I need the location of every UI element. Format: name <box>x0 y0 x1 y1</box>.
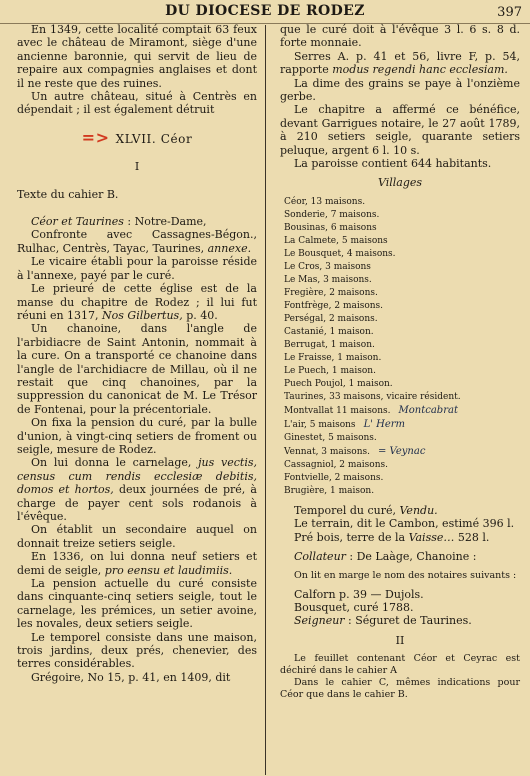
list-item: Le Cros, 3 maisons <box>284 261 371 272</box>
handwritten-annotation: L' Herm <box>363 418 406 430</box>
italic-text: Céor et Taurines <box>31 215 124 229</box>
running-title: DU DIOCESE DE RODEZ <box>165 3 365 19</box>
paragraph: Bousquet, curé 1788. <box>294 600 414 614</box>
paragraph: Le temporel consiste dans une maison, trois jardins, deux prés, chenevier, des terres considérables. <box>17 630 257 671</box>
paragraph: On lit en marge le nom des notaires suivants : <box>294 569 517 581</box>
right-column <box>280 23 520 701</box>
arrow-marker-icon: => <box>81 127 110 147</box>
list-item: Sonderie, 7 maisons. <box>284 209 380 220</box>
paragraph: Confronte avec Cassagnes-Bégon., Rulhac, Centrès, Tayac, Taurines, annexe. <box>17 228 257 255</box>
list-item: Bousinas, 6 maisons <box>284 222 377 233</box>
paragraph: Un chanoine, dans l'angle de l'arbidiacre de Saint Antonin, nommait à la cure. On a transporté ce chanoine dans l'angle de l'archidiacre de Millau, où il ne restait que cinq chanoines, par la suppression du canonicat de M. Le Trésor de Fontenai, pour la précentoriale. <box>17 322 257 416</box>
paragraph: Calforn p. 39 — Dujols. <box>294 587 424 601</box>
list-item: Berrugat, 1 maison. <box>284 339 375 350</box>
roman-numeral: I <box>134 160 140 174</box>
handwritten-annotation: = Veynac <box>377 445 426 457</box>
section-heading <box>17 127 257 147</box>
paragraph: On établit un secondaire auquel on donnait treize setiers seigle. <box>17 523 257 550</box>
page-header <box>0 3 530 24</box>
paragraph: La pension actuelle du curé consiste dans cinquante-cinq setiers seigle, tout le carnelage, les prémices, un setier avoine, les novales, deux setiers seigle. <box>17 577 257 631</box>
list-item: Puech Poujol, 1 maison. <box>284 378 393 389</box>
handwritten-annotation: Montcabrat <box>398 404 458 416</box>
paragraph: Le feuillet contenant Céor et Ceyrac est déchiré dans le cahier A <box>280 653 520 677</box>
paragraph: Grégoire, No 15, p. 41, en 1409, dit <box>31 670 231 684</box>
list-item: Castanié, 1 maison. <box>284 326 374 337</box>
list-item: L'air, 5 maisons L' Herm <box>284 418 406 430</box>
list-item: Fregière, 2 maisons. <box>284 287 378 298</box>
left-column <box>17 23 257 684</box>
paragraph: Le vicaire établi pour la paroisse réside à l'annexe, payé par le curé. <box>17 255 257 282</box>
paragraph: Céor et Taurines : Notre-Dame, <box>31 215 207 229</box>
list-item: Le Fraisse, 1 maison. <box>284 352 382 363</box>
paragraph: En 1349, cette localité comptait 63 feux avec le château de Miramont, siège d'une ancienne baronnie, qui servit de lieu de repaire aux compagnies anglaises et dont il ne reste que des ruines. <box>17 23 257 90</box>
list-item: Le Mas, 3 maisons. <box>284 274 372 285</box>
column-divider <box>265 25 266 775</box>
paragraph: La dime des grains se paye à l'onzième gerbe. <box>280 76 520 104</box>
list-item: Céor, 13 maisons. <box>284 196 366 207</box>
list-item: Ginestet, 5 maisons. <box>284 432 377 443</box>
list-item: Fontfrège, 2 maisons. <box>284 300 384 311</box>
list-item: Le Bousquet, 4 maisons. <box>284 248 396 259</box>
paragraph: En 1336, on lui donna neuf setiers et demi de seigle, pro eensu et laudimiis. <box>17 550 257 577</box>
paragraph: Temporel du curé, Vendu. <box>294 503 438 517</box>
list-item: Perségal, 2 maisons. <box>284 313 378 324</box>
list-item: Le Puech, 1 maison. <box>284 365 376 376</box>
paragraph: Un autre château, situé à Centrès en dépendait ; il est également détruit <box>17 90 257 117</box>
list-item: Cassagniol, 2 maisons. <box>284 459 388 470</box>
section-title: XLVII. Céor <box>115 131 193 146</box>
paragraph: Dans le cahier C, mêmes indications pour Céor que dans le cahier B. <box>280 677 520 701</box>
roman-numeral: II <box>395 633 405 647</box>
villages-list <box>280 196 520 498</box>
paragraph: Seigneur : Séguret de Taurines. <box>294 614 472 628</box>
villages-heading: Villages <box>377 176 423 190</box>
paragraph: Le terrain, dit le Cambon, estimé 396 l. <box>294 517 515 531</box>
paragraph: On lui donna le carnelage, jus vectis, census cum rendis ecclesiæ debitis, domos et hortos, deux journées de pré, à charge de payer cent sols rodanois à l'évêque. <box>17 456 257 523</box>
paragraph: Le prieuré de cette église est de la manse du chapitre de Rodez ; il lui fut réuni en 1317, Nos Gilbertus, p. 40. <box>17 282 257 322</box>
paragraph: La paroisse contient 644 habitants. <box>294 157 492 171</box>
paragraph: Le chapitre a affermé ce bénéfice, devant Garrigues notaire, le 27 août 1789, à 210 setiers seigle, quarante setiers peluque, argent 6 l. 10 s. <box>280 103 520 157</box>
page-number: 397 <box>497 5 522 20</box>
list-item: Vennat, 3 maisons. = Veynac <box>284 445 426 457</box>
paragraph: Collateur : De Laàge, Chanoine : <box>294 550 477 564</box>
list-item: Brugière, 1 maison. <box>284 485 375 496</box>
list-item: Fontvielle, 2 maisons. <box>284 472 384 483</box>
paragraph: que le curé doit à l'évêque 3 l. 6 s. 8 d. forte monnaie. <box>280 23 520 50</box>
paragraph: On fixa la pension du curé, par la bulle d'union, à vingt-cinq setiers de froment ou seigle, mesure de Rodez. <box>17 416 257 456</box>
source-note: Texte du cahier B. <box>17 187 119 201</box>
list-item: Montvallat 11 maisons. Montcabrat <box>284 404 458 416</box>
paragraph: Serres A. p. 41 et 56, livre F, p. 54, rapporte modus regendi hanc ecclesiam. <box>280 49 520 77</box>
paragraph: Pré bois, terre de la Vaisse… 528 l. <box>294 530 490 544</box>
list-item: Taurines, 33 maisons, vicaire résident. <box>284 391 461 402</box>
list-item: La Calmete, 5 maisons <box>284 235 388 246</box>
